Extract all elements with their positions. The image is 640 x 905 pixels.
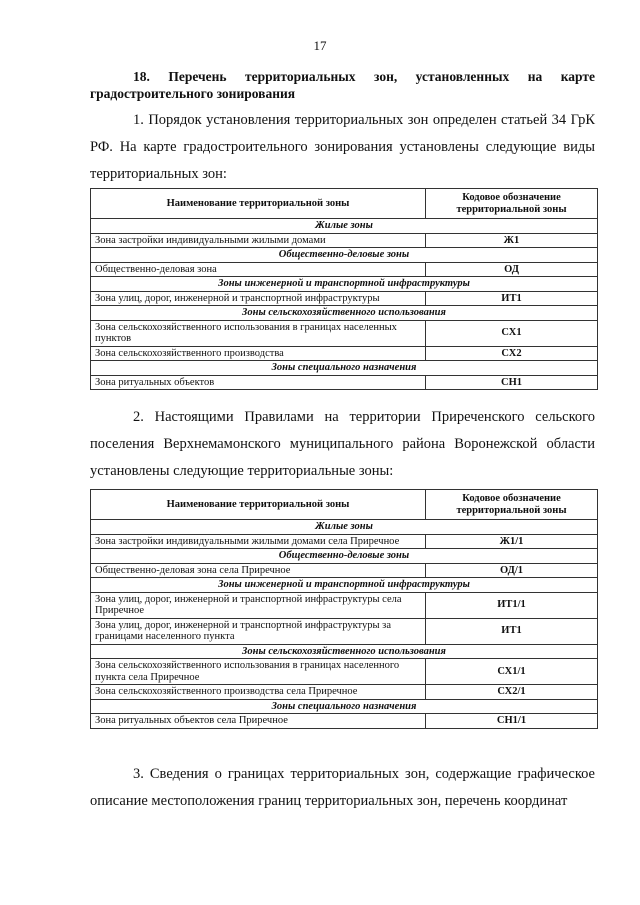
zone-group-label: Жилые зоны	[91, 520, 598, 535]
table-body	[91, 520, 598, 729]
column-header-code: Кодовое обозначение территориальной зоны	[426, 189, 598, 219]
table-row	[91, 659, 598, 685]
zone-code-cell: СХ2/1	[426, 685, 598, 700]
table-group-row	[91, 306, 598, 321]
paragraph-3: 3. Сведения о границах территориальных зон, содержащие графическое описание местоположения границ территориальных зон, перечень координат	[90, 766, 595, 809]
table-group-row	[91, 549, 598, 564]
zone-name-cell: Зона улиц, дорог, инженерной и транспортной инфраструктуры	[91, 291, 426, 306]
zone-code-cell: СН1	[426, 375, 598, 390]
zone-group-label: Жилые зоны	[91, 219, 598, 234]
zone-code-cell: ИТ1/1	[426, 592, 598, 618]
column-header-code: Кодовое обозначение территориальной зоны	[426, 490, 598, 520]
table-row	[91, 534, 598, 549]
paragraph-2: 2. Настоящими Правилами на территории Приреченского сельского поселения Верхнемамонского муниципального района Воронежской области установлены следующие территориальные зоны:	[90, 409, 595, 479]
zone-name-cell: Зона улиц, дорог, инженерной и транспортной инфраструктуры села Приречное	[91, 592, 426, 618]
zone-group-label: Зоны специального назначения	[91, 361, 598, 376]
table-group-row	[91, 699, 598, 714]
zone-name-cell: Зона сельскохозяйственного производства села Приречное	[91, 685, 426, 700]
zones-table-prirechnoe	[90, 489, 598, 729]
table-group-row	[91, 578, 598, 593]
zone-group-label: Зоны инженерной и транспортной инфраструктуры	[91, 277, 598, 292]
zone-code-cell: СХ1	[426, 320, 598, 346]
table-row	[91, 563, 598, 578]
table-row	[91, 233, 598, 248]
table-row	[91, 320, 598, 346]
table-header-row	[91, 189, 598, 219]
paragraph-1: 1. Порядок установления территориальных зон определен статьей 34 ГрК РФ. На карте градостроительного зонирования установлены следующие виды территориальных зон:	[90, 112, 595, 182]
zone-code-cell: СХ2	[426, 346, 598, 361]
zone-name-cell: Зона застройки индивидуальными жилыми домами села Приречное	[91, 534, 426, 549]
table-row	[91, 618, 598, 644]
zone-code-cell: СН1/1	[426, 714, 598, 729]
table-row	[91, 346, 598, 361]
column-header-name: Наименование территориальной зоны	[91, 490, 426, 520]
table-group-row	[91, 644, 598, 659]
zone-name-cell: Общественно-деловая зона	[91, 262, 426, 277]
zone-code-cell: ИТ1	[426, 618, 598, 644]
table-group-row	[91, 248, 598, 263]
table-row	[91, 291, 598, 306]
zone-group-label: Общественно-деловые зоны	[91, 549, 598, 564]
section-heading: 18. Перечень территориальных зон, установленных на карте градостроительного зонирования	[90, 69, 595, 101]
table-group-row	[91, 520, 598, 535]
zone-name-cell: Зона застройки индивидуальными жилыми домами	[91, 233, 426, 248]
zone-code-cell: ОД/1	[426, 563, 598, 578]
zone-group-label: Зоны сельскохозяйственного использования	[91, 644, 598, 659]
table-row	[91, 375, 598, 390]
zone-group-label: Зоны сельскохозяйственного использования	[91, 306, 598, 321]
zone-code-cell: ИТ1	[426, 291, 598, 306]
table-row	[91, 714, 598, 729]
table-row	[91, 262, 598, 277]
table-body	[91, 219, 598, 390]
zone-group-label: Зоны специального назначения	[91, 699, 598, 714]
zone-name-cell: Общественно-деловая зона села Приречное	[91, 563, 426, 578]
zone-group-label: Общественно-деловые зоны	[91, 248, 598, 263]
zone-name-cell: Зона сельскохозяйственного использования в границах населенного пункта села Приречное	[91, 659, 426, 685]
table-row	[91, 592, 598, 618]
zone-code-cell: ОД	[426, 262, 598, 277]
zones-table-general	[90, 188, 598, 390]
zone-name-cell: Зона ритуальных объектов села Приречное	[91, 714, 426, 729]
table-group-row	[91, 361, 598, 376]
zone-code-cell: Ж1/1	[426, 534, 598, 549]
zone-name-cell: Зона ритуальных объектов	[91, 375, 426, 390]
zone-code-cell: Ж1	[426, 233, 598, 248]
table-group-row	[91, 277, 598, 292]
table-header-row	[91, 490, 598, 520]
zone-name-cell: Зона сельскохозяйственного производства	[91, 346, 426, 361]
table-row	[91, 685, 598, 700]
table-group-row	[91, 219, 598, 234]
zone-group-label: Зоны инженерной и транспортной инфраструктуры	[91, 578, 598, 593]
zone-code-cell: СХ1/1	[426, 659, 598, 685]
zone-name-cell: Зона сельскохозяйственного использования в границах населенных пунктов	[91, 320, 426, 346]
column-header-name: Наименование территориальной зоны	[91, 189, 426, 219]
page-number: 17	[313, 38, 327, 53]
zone-name-cell: Зона улиц, дорог, инженерной и транспортной инфраструктуры за границами населенного пункта	[91, 618, 426, 644]
